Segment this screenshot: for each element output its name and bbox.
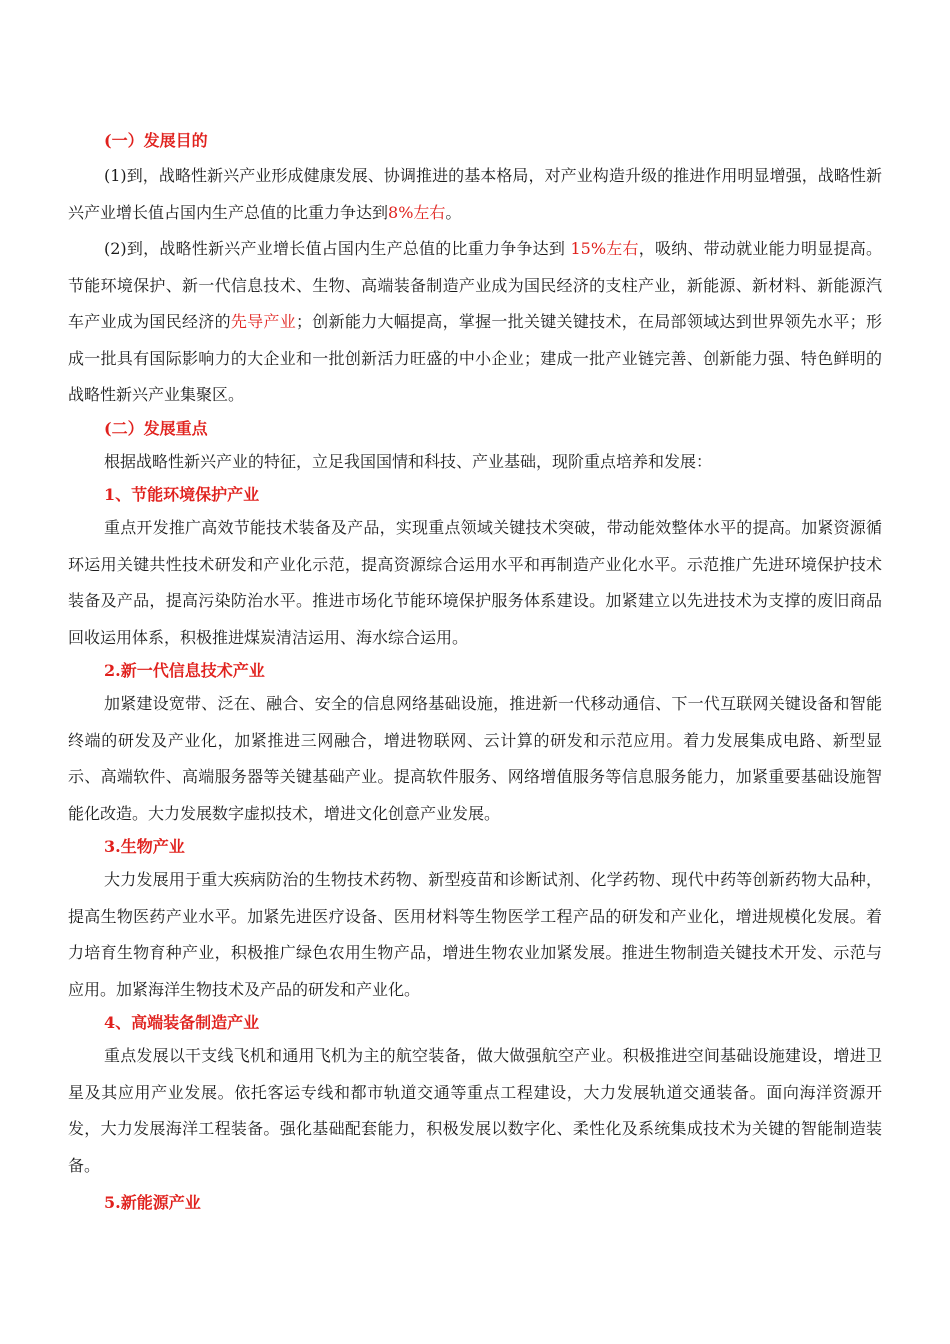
item-heading-3: 3.生物产业: [104, 837, 185, 856]
item-text-3: 大力发展用于重大疾病防治的生物技术药物、新型疫苗和诊断试剂、化学药物、现代中药等创新药物大品种，提高生物医药产业水平。加紧先进医疗设备、医用材料等生物医学工程产品的研发和产业化，增进规模化发展。着力培育生物育种产业，积极推广绿色农用生物产品，增进生物农业加紧发展。推进生物制造关键技术开发、示范与应用。加紧海洋生物技术及产品的研发和产业化。: [68, 870, 882, 999]
section-heading-goals: (一）发展目的: [104, 131, 208, 150]
goal-2-highlight-2: 先导产业: [230, 312, 296, 331]
goal-1-text: (1)到，战略性新兴产业形成健康发展、协调推进的基本格局，对产业构造升级的推进作用明显增强，战略性新兴产业增长值占国内生产总值的比重力争达到: [68, 166, 882, 222]
goal-2-text-c: ；创新能力大幅提高，掌握一批关键关键技术，在局部领域达到世界领先水平；形成一批具有国际影响力的大企业和一批创新活力旺盛的中小企业；建成一批产业链完善、创新能力强、特色鲜明的战略性新兴产业集聚区。: [68, 312, 882, 404]
paragraph-goal-1: [68, 158, 882, 231]
goal-2-text-b: ，吸纳、带动就业能力明显提高。节能环境保护、新一代信息技术、生物、高端装备制造产业成为国民经济的支柱产业，新能源、新材料、新能源汽车产业成为国民经济的: [68, 239, 882, 331]
item-text-2: 加紧建设宽带、泛在、融合、安全的信息网络基础设施，推进新一代移动通信、下一代互联网关键设备和智能终端的研发及产业化，加紧推进三网融合，增进物联网、云计算的研发和示范应用。着力发展集成电路、新型显示、高端软件、高端服务器等关键基础产业。提高软件服务、网络增值服务等信息服务能力，加紧重要基础设施智能化改造。大力发展数字虚拟技术，增进文化创意产业发展。: [68, 694, 882, 823]
goal-1-end: 。: [445, 202, 462, 222]
item-heading-5: 5.新能源产业: [104, 1193, 201, 1212]
goal-1-highlight: 8%左右: [388, 202, 446, 222]
goal-2-text-a: (2)到，战略性新兴产业增长值占国内生产总值的比重力争争达到: [104, 239, 571, 258]
item-text-4: 重点发展以干支线飞机和通用飞机为主的航空装备，做大做强航空产业。积极推进空间基础设施建设，增进卫星及其应用产业发展。依托客运专线和都市轨道交通等重点工程建设，大力发展轨道交通装备。面向海洋资源开发，大力发展海洋工程装备。强化基础配套能力，积极发展以数字化、柔性化及系统集成技术为关键的智能制造装备。: [68, 1046, 882, 1175]
item-text-1: 重点开发推广高效节能技术装备及产品，实现重点领域关键技术突破，带动能效整体水平的提高。加紧资源循环运用关键共性技术研发和产业化示范，提高资源综合运用水平和再制造产业化水平。示范推广先进环境保护技术装备及产品，提高污染防治水平。推进市场化节能环境保护服务体系建设。加紧建立以先进技术为支撑的废旧商品回收运用体系，积极推进煤炭清洁运用、海水综合运用。: [68, 518, 882, 647]
paragraph-focus-intro: 根据战略性新兴产业的特征，立足我国国情和科技、产业基础，现阶重点培养和发展：: [104, 451, 713, 471]
item-heading-2: 2.新一代信息技术产业: [104, 661, 265, 680]
paragraph-goal-2: [68, 231, 882, 414]
item-heading-4: 4、高端装备制造产业: [104, 1013, 260, 1032]
goal-2-highlight-1: 15%左右: [570, 239, 639, 258]
item-heading-1: 1、节能环境保护产业: [104, 485, 260, 504]
document-page: [68, 126, 882, 1218]
section-heading-focus: (二）发展重点: [104, 418, 208, 438]
